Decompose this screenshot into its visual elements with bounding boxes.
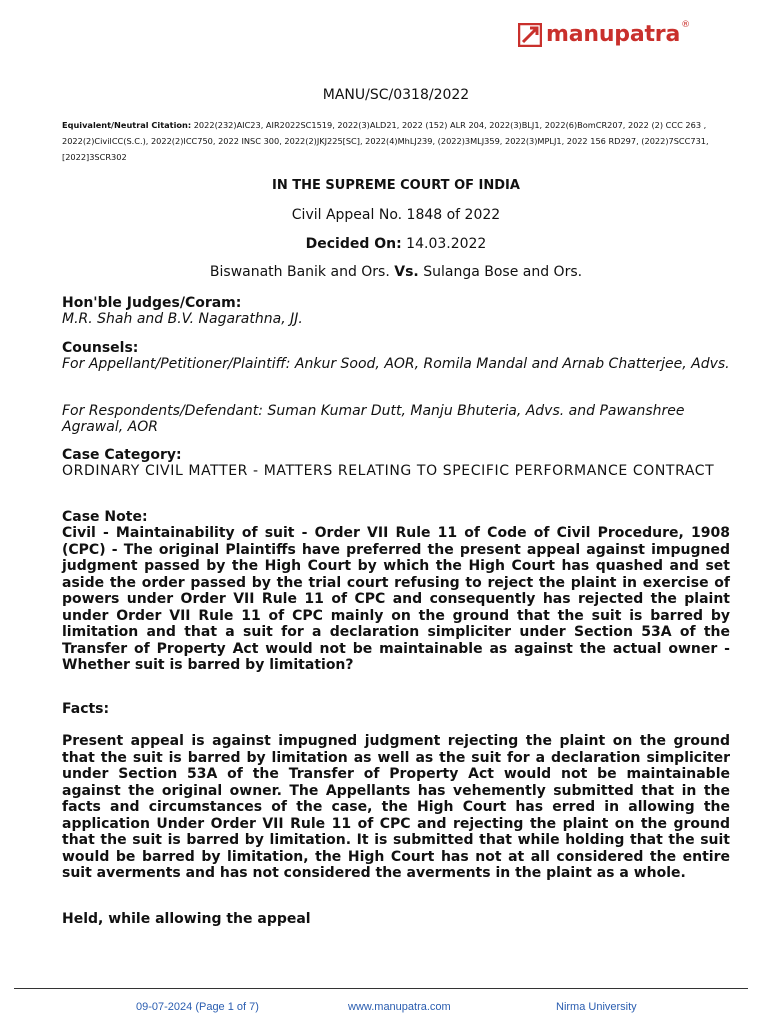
versus: Vs. (394, 264, 419, 280)
facts-text: Present appeal is against impugned judgment rejecting the plaint on the ground that the suit is barred by limitation as well as the suit for a declaration simpliciter under Section 53A of the Transfer of Property Act would not be maintainable against the original owner. The Appellants has vehemently submitted that in the facts and circumstances of the case, the High Court has erred in allowing the application Under Order VII Rule 11 of CPC and rejecting the plaint on the ground that the suit is barred by limitation. It is submitted that while holding that the suit would be barred by limitation, the High Court has not at all considered the entire suit averments and has not considered the averments in the plaint as a whole. (62, 733, 730, 881)
counsel-appellant: For Appellant/Petitioner/Plaintiff: Ankur Sood, AOR, Romila Mandal and Arnab Chatterjee, Advs. (62, 356, 730, 372)
decided-on (62, 236, 730, 252)
judges-section (62, 295, 730, 327)
case-note-section (62, 509, 730, 674)
footer-website-link[interactable]: www.manupatra.com (348, 1001, 451, 1013)
manupatra-logo-icon (518, 23, 542, 47)
counsels-section (62, 340, 730, 372)
logo-text: manupatra (546, 22, 681, 47)
counsels-heading: Counsels: (62, 340, 139, 356)
case-category: ORDINARY CIVIL MATTER - MATTERS RELATING TO SPECIFIC PERFORMANCE CONTRACT (62, 463, 715, 479)
registered-mark: ® (681, 19, 691, 30)
held-heading: Held, while allowing the appeal (62, 911, 311, 927)
decided-label: Decided On: (305, 236, 402, 252)
party-respondent: Sulanga Bose and Ors. (418, 264, 583, 280)
parties (62, 264, 730, 280)
court-title: IN THE SUPREME COURT OF INDIA (272, 178, 520, 193)
party-appellant: Biswanath Banik and Ors. (209, 264, 395, 280)
footer-date-page: 09-07-2024 (Page 1 of 7) (136, 1001, 259, 1013)
judges-names: M.R. Shah and B.V. Nagarathna, JJ. (62, 311, 303, 327)
equivalent-citation (62, 117, 730, 165)
manu-citation: MANU/SC/0318/2022 (322, 87, 470, 103)
case-note-heading: Case Note: (62, 509, 148, 525)
counsel-respondent: For Respondents/Defendant: Suman Kumar Dutt, Manju Bhuteria, Advs. and Pawanshree Agrawal, AOR (62, 403, 685, 435)
appeal-number: Civil Appeal No. 1848 of 2022 (291, 207, 501, 223)
facts-heading: Facts: (62, 701, 110, 717)
judges-heading: Hon'ble Judges/Coram: (62, 295, 242, 311)
equivalent-text: 2022(232)AIC23, AIR2022SC1519, 2022(3)ALD21, 2022 (152) ALR 204, 2022(3)BLJ1, 2022(6)BomCR207, 2022 (2) CCC 263 , 2022(2)CivilCC(S.C.), 2022(2)ICC750, 2022 INSC 300, 2022(2)JKJ225[SC], 2022(4)MhLJ239, (2022)3MLJ359, 2022(3)MPLJ1, 2022 156 RD297, (2022)7SCC731, [2022]3SCR302 (62, 120, 709, 162)
equivalent-label: Equivalent/Neutral Citation: (62, 120, 192, 130)
footer-divider (14, 988, 748, 989)
manupatra-logo (518, 19, 691, 47)
decided-date: 14.03.2022 (401, 236, 487, 252)
category-heading: Case Category: (62, 447, 182, 463)
footer-institution: Nirma University (556, 1001, 637, 1013)
category-section (62, 447, 730, 479)
case-note-text: Civil - Maintainability of suit - Order VII Rule 11 of Code of Civil Procedure, 1908 (CPC) - The original Plaintiffs have preferred the present appeal against impugned judgment passed by the High Court by which the High Court has quashed and set aside the order passed by the trial court refusing to reject the plaint in exercise of powers under Order VII Rule 11 of CPC and consequently has rejected the plaint under Order VII Rule 11 of CPC mainly on the ground that the suit is barred by limitation and that a suit for a declaration simpliciter under Section 53A of the Transfer of Property Act would not be maintainable as against the actual owner - Whether suit is barred by limitation? (62, 525, 730, 673)
